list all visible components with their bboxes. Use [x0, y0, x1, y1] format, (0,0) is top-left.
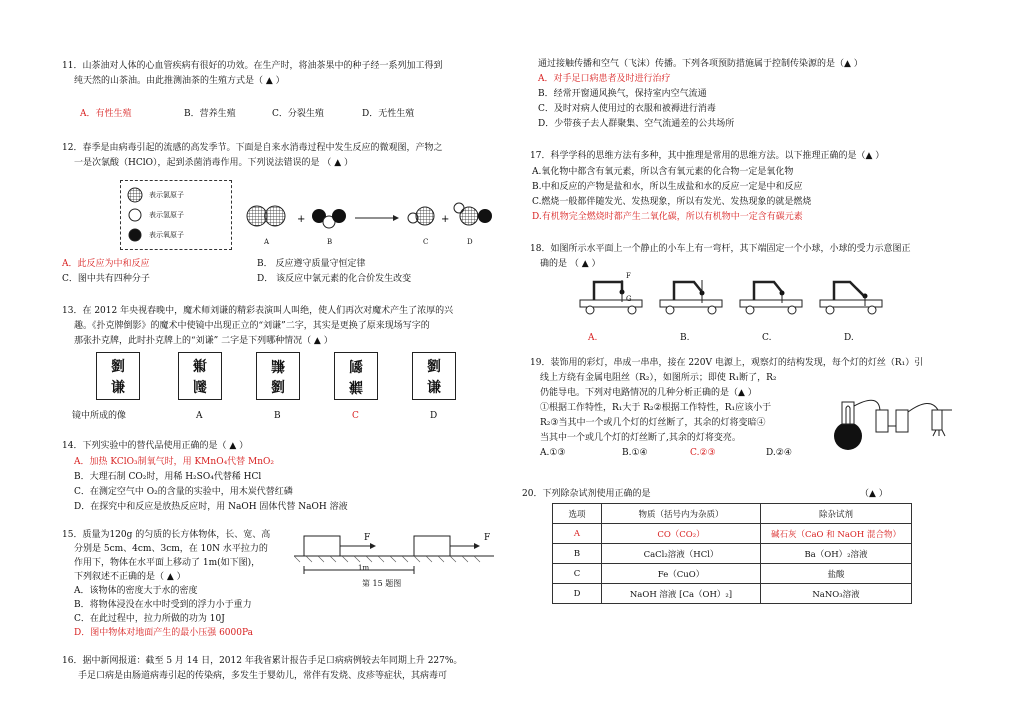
- hydrogen-atom-icon: [129, 209, 141, 221]
- card-top-char: 劉: [427, 359, 441, 375]
- q12-option-a: A．此反应为中和反应: [62, 259, 150, 269]
- q15-line-2: 分别是 5cm、4cm、3cm，在 10N 水平拉力的: [74, 544, 268, 554]
- q19-line-1: 19．装饰用的彩灯，串成一串串，接在 220V 电源上，观察灯的结构发现，每个灯的灯丝（R₁）引: [530, 358, 924, 368]
- q18-label-a: A.: [588, 333, 598, 343]
- q15-figure-caption: 第 15 题图: [362, 579, 402, 588]
- q16-option-c: C．及时对病人使用过的衣服和被褥进行消毒: [538, 104, 716, 114]
- q17-option-a: A.氧化物中都含有氧元素，所以含有氧元素的化合物一定是氧化物: [532, 167, 794, 177]
- card-bottom-char: 谦: [111, 380, 125, 396]
- q18-line-1: 18．如图所示水平面上一个静止的小车上有一弯杆，其下端固定一个小球，小球的受力示意图正: [530, 244, 911, 254]
- q19-lamp-diagram: [820, 392, 970, 462]
- legend-chlorine: 表示氯原子: [149, 191, 184, 199]
- q20-line-1: 20．下列除杂试剂使用正确的是: [522, 489, 651, 499]
- q15-option-c: C．在此过程中，拉力所做的功为 10J: [74, 614, 225, 624]
- table-cell: C: [553, 564, 602, 584]
- q18-label-b: B.: [680, 333, 690, 343]
- card-top-char: 谦: [193, 359, 207, 375]
- table-row: [553, 524, 912, 544]
- q16-option-d: D．少带孩子去人群聚集、空气流通差的公共场所: [538, 119, 735, 129]
- q15-line-4: 下列叙述不正确的是（ ▲ ）: [74, 572, 186, 582]
- q16-line-1: 16．据中新网报道：截至 5 月 14 日，2012 年我省累计报告手足口病病例较去年同期上升 227%。: [62, 656, 463, 666]
- q13-line-2: 趣。《扑克牌倒影》的魔术中使镜中出现正立的“刘谦”二字，其实是更换了原来现场写字的: [74, 321, 430, 331]
- q14-option-a: A．加热 KClO₃制氧气时，用 KMnO₄代替 MnO₂: [74, 457, 275, 467]
- q19-line-3: 仍能导电。下列对电路情况的几种分析正确的是（▲ ）: [540, 388, 757, 398]
- q19-line-4: ①根据工作特性，R₁大于 R₂②根据工作特性，R₁应该小于: [540, 403, 772, 413]
- q12-line-1: 12．春季是由病毒引起的流感的高发季节。下面是自来水消毒过程中发生反应的微观图，产物之: [62, 143, 443, 153]
- q15-force-label-2: F: [484, 533, 491, 543]
- card-top-char: 謙: [271, 357, 285, 373]
- q18-force-label: F: [626, 272, 631, 280]
- q12-label-c: C: [423, 238, 429, 246]
- q11-option-d: D．无性生殖: [362, 109, 415, 119]
- table-header: 物质（括号内为杂质）: [602, 504, 761, 524]
- q17-option-c: C.燃烧一般都伴随发光、发热现象，所以有发光、发热现象的就是燃烧: [532, 197, 812, 207]
- q14-option-b: B．大理石制 CO₂时，用稀 H₂SO₄代替稀 HCl: [74, 472, 262, 482]
- card-option-c: [334, 352, 378, 400]
- q13-caption: 镜中所成的像: [72, 411, 127, 421]
- q18-label-c: C.: [762, 333, 772, 343]
- q17-option-d: D.有机物完全燃烧时都产生二氧化碳，所以有机物中一定含有碳元素: [532, 212, 803, 222]
- q16-line-3: 通过接触传播和空气（飞沫）传播。下列各项预防措施属于控制传染源的是（▲ ）: [538, 59, 863, 69]
- mirror-image-card: [96, 352, 140, 400]
- q19-option-d: D.②④: [766, 448, 792, 458]
- q13-label-c: C: [352, 411, 359, 421]
- card-top-char: 劉: [111, 359, 125, 375]
- q19-option-c: C.②③: [690, 448, 716, 458]
- chlorine-atom-icon: [128, 188, 142, 202]
- q19-line-6: 当其中一个或几个灯的灯丝断了,其余的灯将变亮。: [540, 433, 741, 443]
- card-option-b: [256, 352, 300, 400]
- q18-gravity-label: G: [626, 295, 632, 303]
- q15-distance-label: 1m: [358, 564, 370, 572]
- q15-force-label-1: F: [364, 533, 371, 543]
- q16-option-a: A．对手足口病患者及时进行治疗: [538, 74, 671, 84]
- table-row: [553, 584, 912, 604]
- q16-option-b: B．经常开窗通风换气，保持室内空气流通: [538, 89, 707, 99]
- q19-option-b: B.①④: [622, 448, 648, 458]
- table-cell: 盐酸: [761, 564, 912, 584]
- q20-reagent-table: [552, 503, 912, 604]
- card-bottom-char: 谦: [427, 380, 441, 396]
- q19-line-5: R₂③当其中一个或几个灯的灯丝断了，其余的灯将变暗④: [540, 418, 766, 428]
- q20-answer-mark: （▲ ）: [860, 489, 888, 499]
- q12-label-b: B: [327, 238, 333, 246]
- q15-option-b: B．将物体浸没在水中时受到的浮力小于重力: [74, 600, 252, 610]
- q15-option-d: D．图中物体对地面产生的最小压强 6000Pa: [74, 628, 253, 638]
- q13-line-1: 13．在 2012 年央视春晚中，魔术师刘谦的精彩表演叫人叫绝，使人们再次对魔术产生了浓厚的兴: [62, 306, 454, 316]
- q15-figure: [294, 528, 504, 576]
- table-cell: B: [553, 544, 602, 564]
- q13-label-d: D: [430, 411, 438, 421]
- q15-option-a: A．该物体的密度大于水的密度: [74, 586, 198, 596]
- q13-label-b: B: [274, 411, 281, 421]
- q19-line-2: 线上方绕有金属电阻丝（R₂），如图所示；即使 R₁断了，R₂: [540, 373, 777, 383]
- q11-line-2: 纯天然的山茶油。由此推测油茶的生殖方式是（ ▲ ）: [74, 76, 285, 86]
- table-cell: Fe（CuO）: [602, 564, 761, 584]
- q17-option-b: B.中和反应的产物是盐和水，所以生成盐和水的反应一定是中和反应: [532, 182, 803, 192]
- table-cell: A: [553, 524, 602, 544]
- q19-option-a: A.①③: [540, 448, 566, 458]
- q16-line-2: 手足口病是由肠道病毒引起的传染病，多发生于婴幼儿，常伴有发烧、皮疹等症状，其病毒可: [78, 671, 448, 681]
- table-cell: Ba（OH）₂溶液: [761, 544, 912, 564]
- card-bottom-char: 劉: [271, 380, 285, 396]
- q12-option-b: B． 反应遵守质量守恒定律: [257, 259, 366, 269]
- q11-option-a: A．有性生殖: [80, 109, 132, 119]
- card-option-a: [178, 352, 222, 400]
- q13-label-a: A: [196, 411, 203, 421]
- q14-option-d: D．在探究中和反应是放热反应时，用 NaOH 固体代替 NaOH 溶液: [74, 502, 348, 512]
- q12-legend-box: [120, 180, 232, 250]
- card-bottom-char: 謙: [349, 378, 363, 394]
- table-cell: CaCl₂溶液（HCl）: [602, 544, 761, 564]
- table-cell: NaOH 溶液 [Ca（OH）₂]: [602, 584, 761, 604]
- card-option-d: [412, 352, 456, 400]
- q14-line-1: 14．下列实验中的替代品使用正确的是（ ▲ ）: [62, 441, 249, 451]
- q17-line-1: 17．科学学科的思维方法有多种，其中推理是常用的思维方法。以下推理正确的是（▲ ）: [530, 151, 885, 161]
- q18-label-d: D.: [844, 333, 854, 343]
- q11-option-b: B．营养生殖: [184, 109, 236, 119]
- q12-option-c: C．图中共有四种分子: [62, 274, 150, 284]
- table-row: [553, 544, 912, 564]
- card-top-char: 劉: [349, 357, 363, 373]
- oxygen-atom-icon: [129, 229, 141, 241]
- q12-reaction-diagram: [237, 198, 497, 242]
- svg-text:+: +: [441, 214, 450, 225]
- svg-text:+: +: [297, 214, 306, 225]
- q13-line-3: 那张扑克牌，此时扑克牌上的“刘谦” 二字是下列哪种情况（ ▲ ）: [74, 336, 333, 346]
- table-cell: 碱石灰（CaO 和 NaOH 混合物）: [761, 524, 912, 544]
- table-row: [553, 564, 912, 584]
- q11-line-1: 11．山茶油对人体的心血管疾病有很好的功效。在生产时，将油茶果中的种子经一系列加工得到: [62, 61, 443, 71]
- q15-line-3: 作用下，物体在水平面上移动了 1m(如下图)，: [74, 558, 261, 568]
- q12-option-d: D． 该反应中氯元素的化合价发生改变: [257, 274, 412, 284]
- legend-hydrogen: 表示氢原子: [149, 211, 184, 219]
- table-cell: CO（CO₂）: [602, 524, 761, 544]
- table-cell: D: [553, 584, 602, 604]
- q12-line-2: 一是次氯酸（HClO），起到杀菌消毒作用。下列说法错误的是 （ ▲ ）: [74, 158, 353, 168]
- q12-label-a: A: [264, 238, 270, 246]
- q14-option-c: C．在测定空气中 O₂的含量的实验中，用木炭代替红磷: [74, 487, 293, 497]
- legend-oxygen: 表示氧原子: [149, 231, 184, 239]
- q12-label-d: D: [467, 238, 473, 246]
- q18-line-2: 确的是 （ ▲ ）: [540, 259, 601, 269]
- card-bottom-char: 劉: [193, 380, 207, 396]
- q11-option-c: C．分裂生殖: [272, 109, 324, 119]
- table-header: 选项: [553, 504, 602, 524]
- q15-line-1: 15．质量为120g 的匀质的长方体物体，长、宽、高: [62, 530, 271, 540]
- table-cell: NaNO₃溶液: [761, 584, 912, 604]
- table-header: 除杂试剂: [761, 504, 912, 524]
- table-header-row: [553, 504, 912, 524]
